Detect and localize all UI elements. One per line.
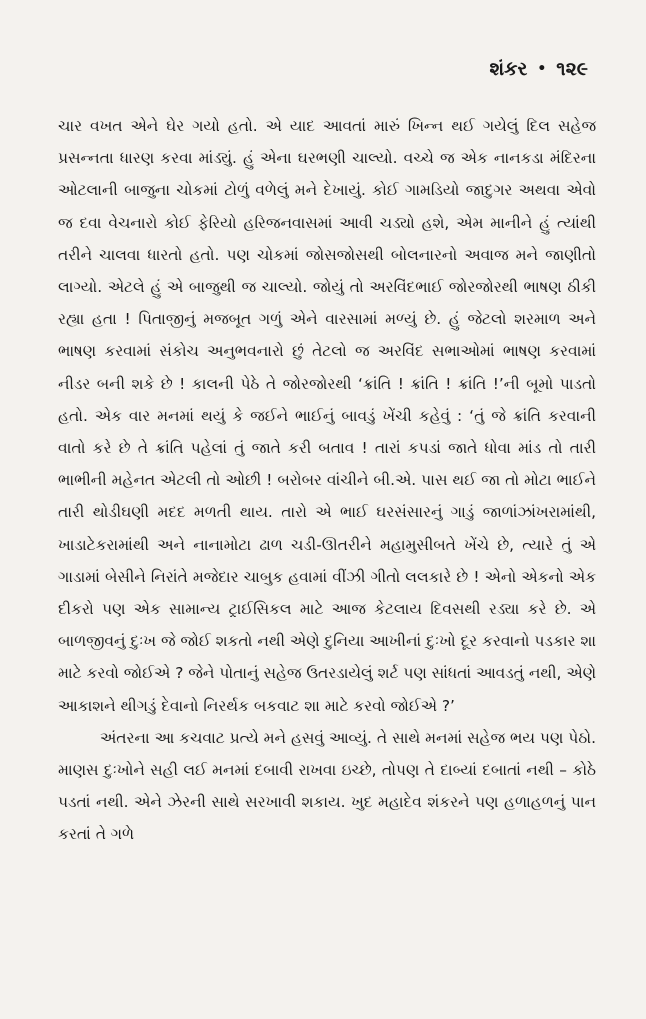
paragraph-1: ચાર વખત એને ઘેર ગયો હતો. એ યાદ આવતાં મારું ખિન્ન થઈ ગયેલું દિલ સહેજ પ્રસન્નતા ધારણ કરવા માંડ્યું. હું એના ઘરભણી ચાલ્યો. વચ્ચે જ એક નાનકડા મંદિરના ઓટલાની બાજુના ચોકમાં ટોળું વળેલું મને દેખાયું. કોઈ ગામડિયો જાદુગર અથવા એવો જ દવા વેચનારો કોઈ ફેરિયો હરિજનવાસમાં આવી ચડ્યો હશે, એમ માનીને હું ત્યાંથી તરીને ચાલવા ધારતો હતો. પણ ચોકમાં જોસજોસથી બોલનારનો અવાજ મને જાણીતો લાગ્યો. એટલે હું એ બાજુથી જ ચાલ્યો. જોયું તો અરવિંદભાઈ જોરજોરથી ભાષણ ઠીકી રહ્યા હતા ! પિતાજીનું મજબૂત ગળું એને વારસામાં મળ્યું છે. હું જેટલો શરમાળ અને ભાષણ કરવામાં સંકોચ અનુભવનારો છું તેટલો જ અરવિંદ સભાઓમાં ભાષણ કરવામાં નીડર બની શકે છે ! કાલની પેઠે તે જોરજોરથી ‘ક્રાંતિ ! ક્રાંતિ ! ક્રાંતિ !’ની બૂમો પાડતો હતો. એક વાર મનમાં થયું કે જઈને ભાઈનું બાવડું ખેંચી કહેવું : ‘તું જે ક્રાંતિ કરવાની વાતો કરે છે તે ક્રાંતિ પહેલાં તું જાતે કરી બતાવ ! તારાં કપડાં જાતે ધોવા માંડ તો તારી ભાભીની મહેનત એટલી તો ઓછી ! બરોબર વાંચીને બી.એ. પાસ થઈ જા તો મોટા ભાઈને તારી થોડીઘણી મદદ મળતી થાય. તારો એ ભાઈ ઘરસંસારનું ગાડું જાળાંઝાંખરામાંથી, ખાડાટેકરામાંથી અને નાનામોટા ઢાળ ચડી-ઊતરીને મહામુસીબતે ખેંચે છે, ત્યારે તું એ ગાડામાં બેસીને નિરાંતે મજેદાર ચાબુક હવામાં વીંઝી ગીતો લલકારે છે ! એનો એકનો એક દીકરો પણ એક સામાન્ય ટ્રાઈસિકલ માટે આજ કેટલાય દિવસથી રડ્યા કરે છે. એ બાળજીવનું દુઃખ જે જોઈ શકતો નથી એણે દુનિયા આખીનાં દુઃખો દૂર કરવાનો પડકાર શા માટે કરવો જોઈએ ? જેને પોતાનું સહેજ ઉતરડાયેલું શર્ટ પણ સાંધતાં આવડતું નથી, એણે આકાશને થીગડું દેવાનો નિરર્થક બકવાટ શા માટે કરવો જોઈએ ?’ xyxy=(58,117,596,715)
chapter-title: શંકર xyxy=(489,58,528,80)
body-text xyxy=(58,110,596,851)
page-number: ૧૨૯ xyxy=(556,58,588,80)
running-header xyxy=(489,58,588,80)
paragraph-2: અંતરના આ કચવાટ પ્રત્યે મને હસવું આવ્યું. તે સાથે મનમાં સહેજ ભય પણ પેઠો. માણસ દુઃખોને સહી લઈ મનમાં દબાવી રાખવા ઇચ્છે, તોપણ તે દાબ્યાં દબાતાં નથી – કોઠે પડતાં નથી. એને ઝેરની સાથે સરખાવી શકાય. ખુદ મહાદેવ શંકરને પણ હળાહળનું પાન કરતાં તે ગળે xyxy=(58,728,596,844)
separator: • xyxy=(537,61,547,77)
